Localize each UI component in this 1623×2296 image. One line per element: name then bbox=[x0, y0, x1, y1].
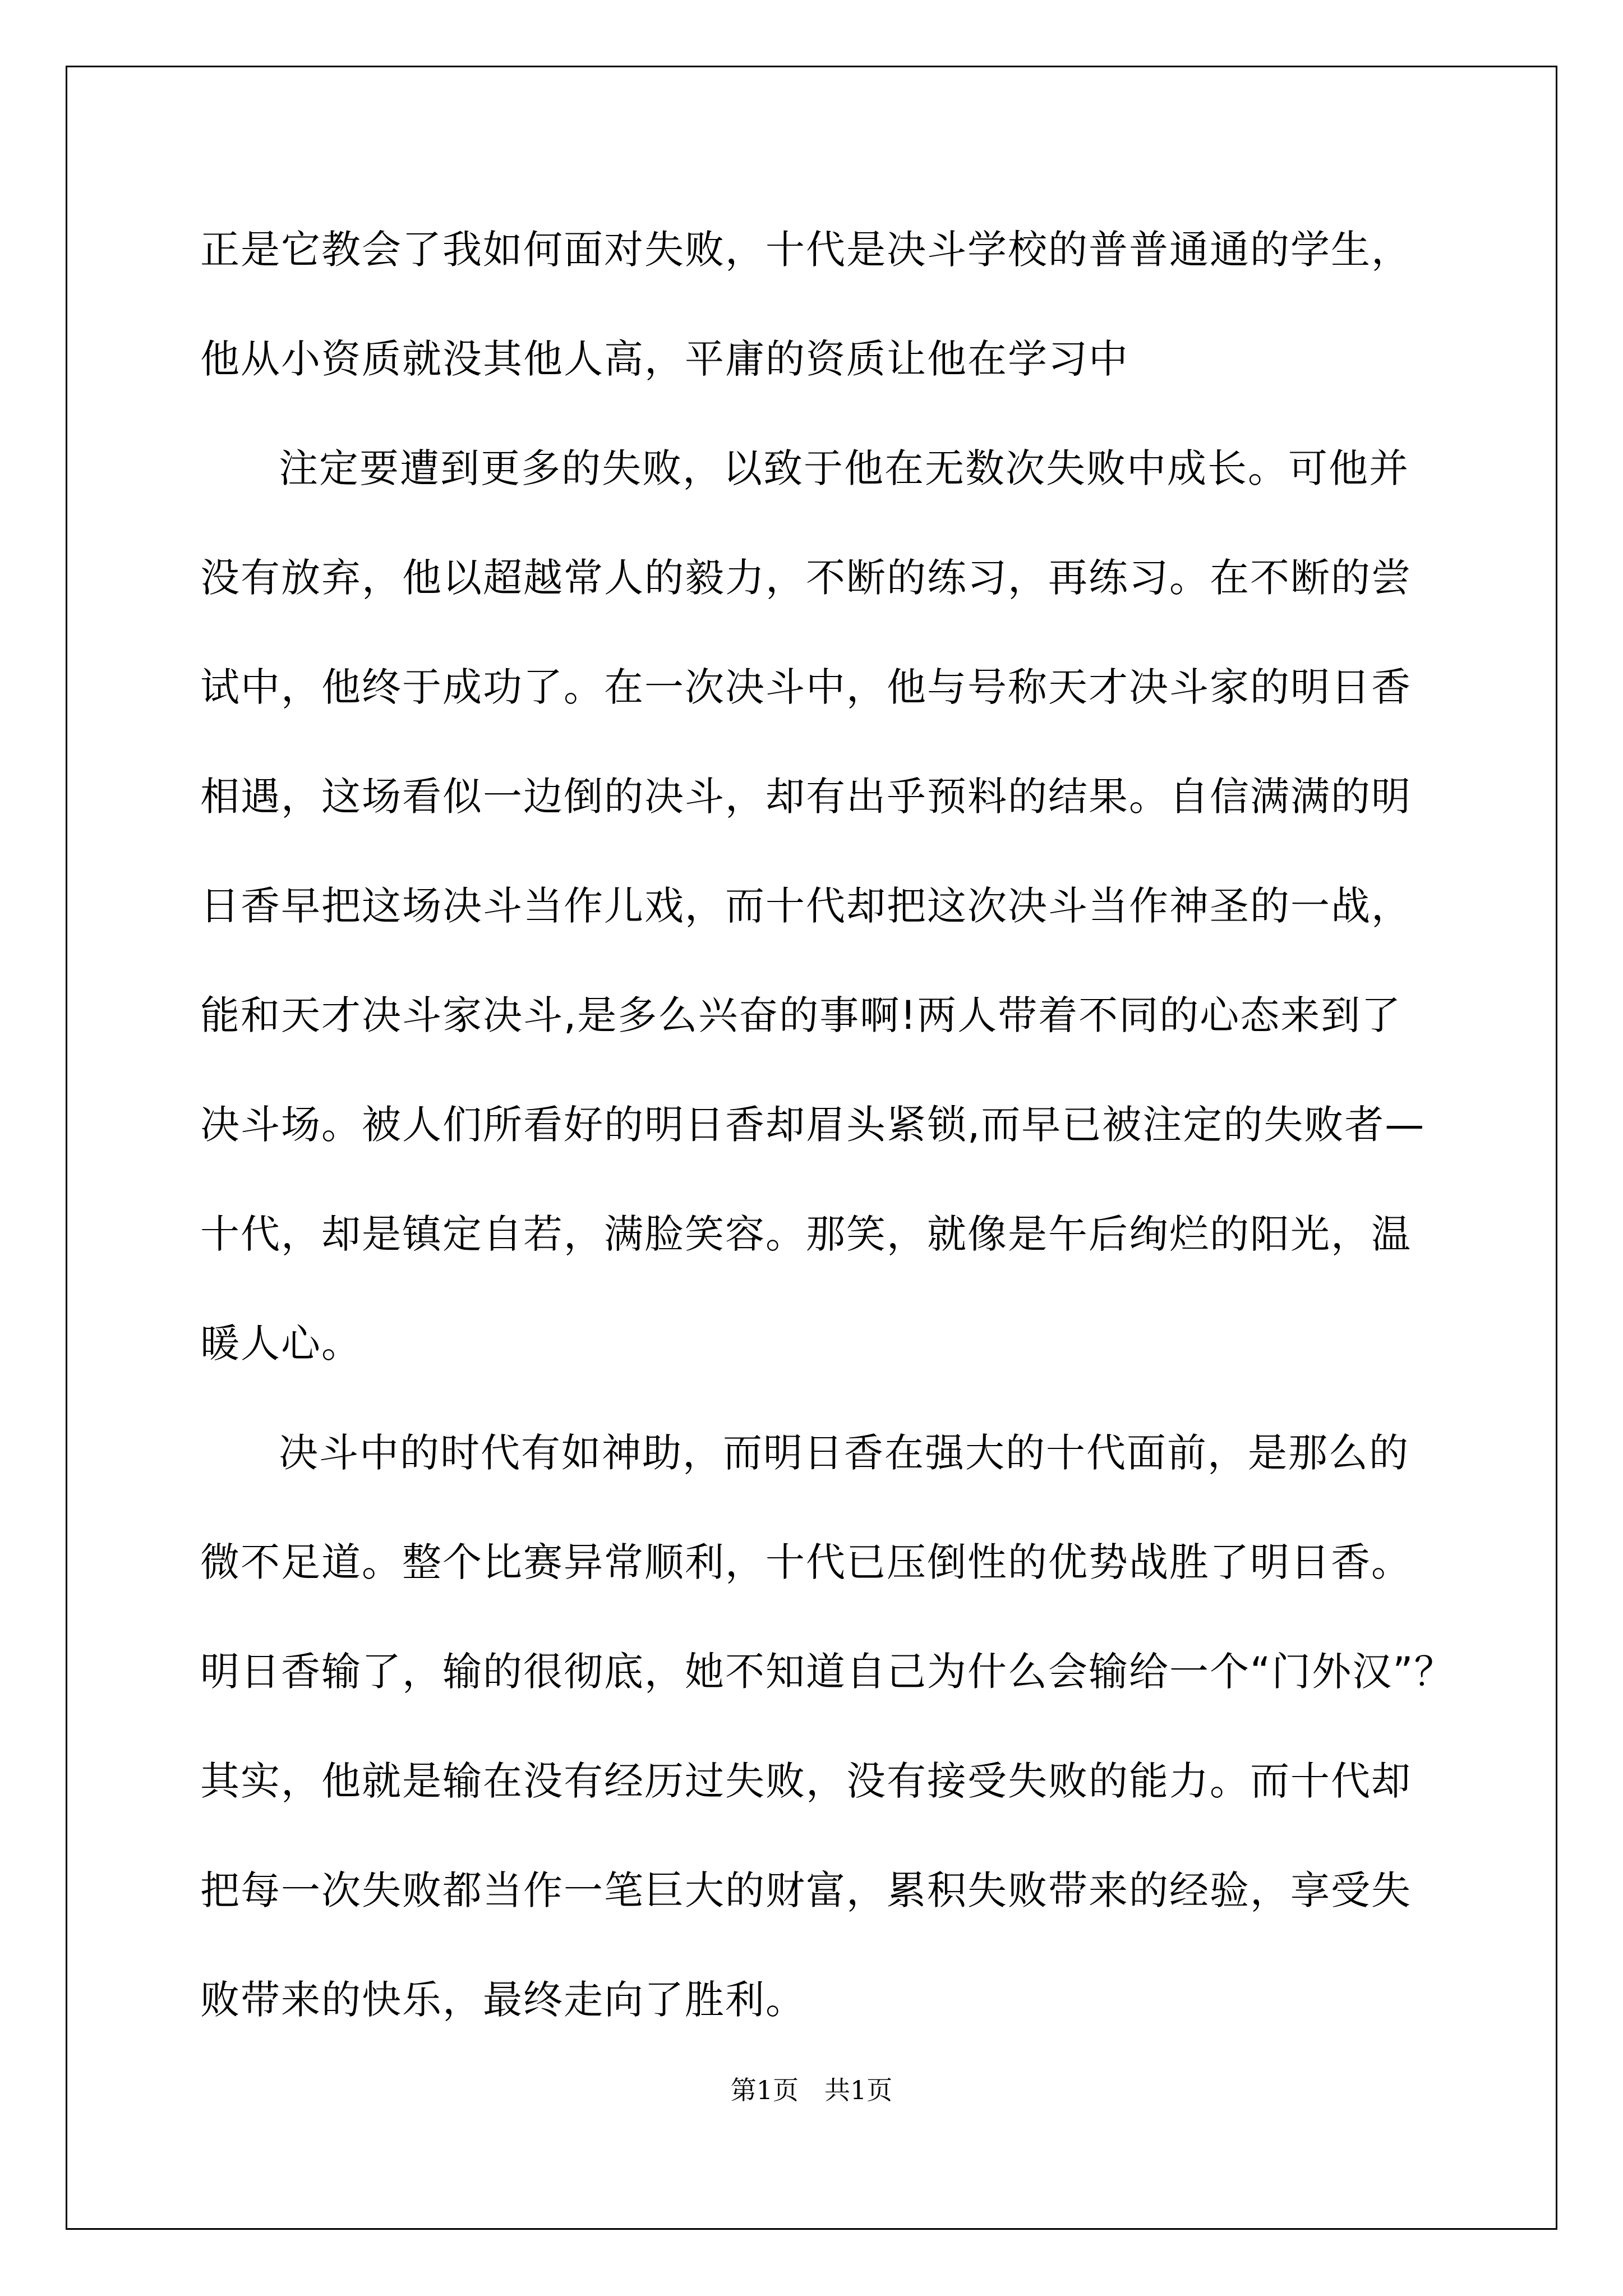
text-line: 十代，却是镇定自若，满脸笑容。那笑，就像是午后绚烂的阳光，温 bbox=[200, 1211, 1412, 1257]
text-line: 能和天才决斗家决斗,是多么兴奋的事啊!两人带着不同的心态来到了 bbox=[200, 992, 1402, 1038]
text-line: 微不足道。整个比赛异常顺利，十代已压倒性的优势战胜了明日香。 bbox=[200, 1539, 1412, 1585]
text-line: 暖人心。 bbox=[200, 1320, 362, 1366]
text-line: 没有放弃，他以超越常人的毅力，不断的练习，再练习。在不断的尝 bbox=[200, 555, 1412, 601]
text-line: 他从小资质就没其他人高，平庸的资质让他在学习中 bbox=[200, 336, 1129, 382]
text-line: 把每一次失败都当作一笔巨大的财富，累积失败带来的经验，享受失 bbox=[200, 1867, 1412, 1913]
text-line: 决斗场。被人们所看好的明日香却眉头紧锁,而早已被注定的失败者— bbox=[200, 1102, 1426, 1148]
page-number-footer: 第1页 共1页 bbox=[730, 2075, 893, 2105]
text-line: 其实，他就是输在没有经历过失败，没有接受失败的能力。而十代却 bbox=[200, 1758, 1412, 1804]
text-line: 试中，他终于成功了。在一次决斗中，他与号称天才决斗家的明日香 bbox=[200, 664, 1412, 710]
text-line: 日香早把这场决斗当作儿戏，而十代却把这次决斗当作神圣的一战， bbox=[200, 883, 1412, 929]
text-line: 注定要遭到更多的失败，以致于他在无数次失败中成长。可他并 bbox=[279, 445, 1409, 491]
text-line: 明日香输了，输的很彻底，她不知道自己为什么会输给一个“门外汉”？ bbox=[200, 1649, 1455, 1695]
text-line: 决斗中的时代有如神助，而明日香在强大的十代面前，是那么的 bbox=[279, 1430, 1409, 1476]
document-body bbox=[200, 195, 1490, 2055]
text-line: 败带来的快乐，最终走向了胜利。 bbox=[200, 1977, 806, 2023]
text-line: 正是它教会了我如何面对失败，十代是决斗学校的普普通通的学生， bbox=[200, 227, 1412, 273]
text-line: 相遇，这场看似一边倒的决斗，却有出乎预料的结果。自信满满的明 bbox=[200, 774, 1412, 820]
